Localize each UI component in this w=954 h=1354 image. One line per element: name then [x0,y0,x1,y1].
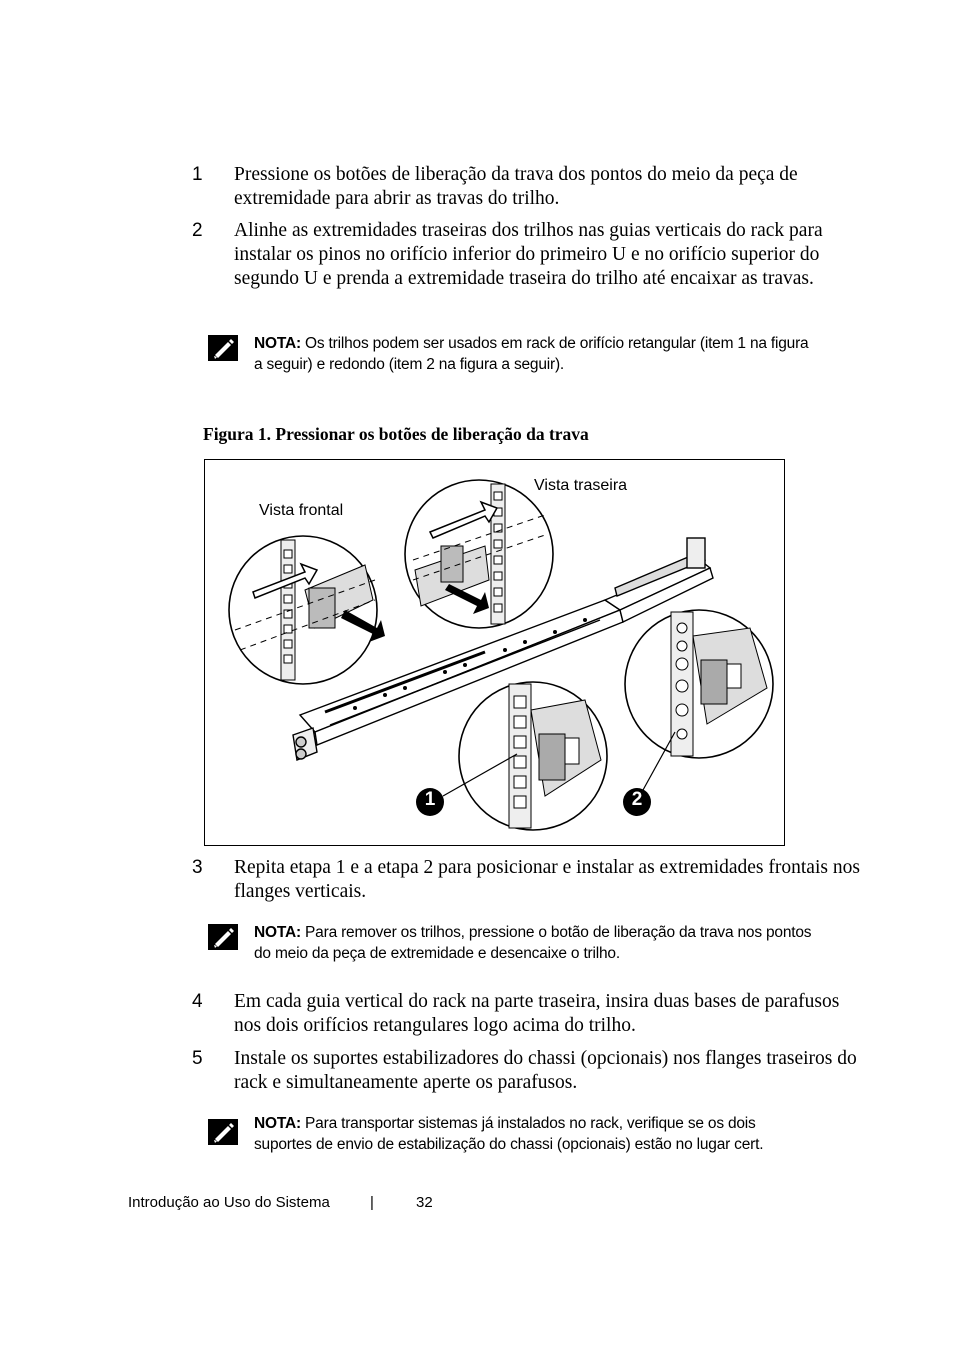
step-text: Pressione os botões de liberação da trava dos pontos do meio da peça de extremidade para abrir as travas do trilho. [234,164,798,209]
step-number: 3 [192,857,203,878]
step-text: Instale os suportes estabilizadores do chassi (opcionais) nos flanges traseiros do rack e simultaneamente aperte os parafusos. [234,1048,857,1093]
callout-2: 2 [631,789,643,810]
note-label: NOTA: [254,1115,301,1132]
note-pencil-icon [208,335,238,361]
note-text: Os trilhos podem ser usados em rack de orifício retangular (item 1 na figura a seguir) e redondo (item 2 na figura a seguir). [254,335,809,373]
rail-installation-figure [204,459,785,846]
footer-separator: | [370,1194,374,1211]
callout-1: 1 [424,789,436,810]
step-number: 2 [192,220,203,241]
step-number: 1 [192,164,203,185]
note-label: NOTA: [254,924,301,941]
label-front-view: Vista frontal [259,502,344,519]
figure-caption: Figura 1. Pressionar os botões de liberação da trava [203,424,589,444]
step-text: Repita etapa 1 e a etapa 2 para posicionar e instalar as extremidades frontais nos flanges verticais. [234,857,860,902]
step-text: Alinhe as extremidades traseiras dos trilhos nas guias verticais do rack para instalar os pinos no orifício inferior do primeiro U e no orifício superior do segundo U e prenda a extremidade traseira do trilho até encaixar as travas. [234,220,823,289]
step-number: 4 [192,991,203,1012]
note-text: Para transportar sistemas já instalados no rack, verifique se os dois suportes de envio de estabilização do chassi (opcionais) estão no lugar cert. [254,1115,764,1153]
note-pencil-icon [208,1119,238,1145]
step-number: 5 [192,1048,203,1069]
label-rear-view: Vista traseira [534,477,628,494]
note-label: NOTA: [254,335,301,352]
footer-title: Introdução ao Uso do Sistema [128,1194,330,1211]
note-pencil-icon [208,924,238,950]
note-text: Para remover os trilhos, pressione o botão de liberação da trava nos pontos do meio da peça de extremidade e desencaixe o trilho. [254,924,812,962]
page-number: 32 [416,1194,433,1211]
step-text: Em cada guia vertical do rack na parte traseira, insira duas bases de parafusos nos dois orifícios retangulares logo acima do trilho. [234,991,840,1036]
